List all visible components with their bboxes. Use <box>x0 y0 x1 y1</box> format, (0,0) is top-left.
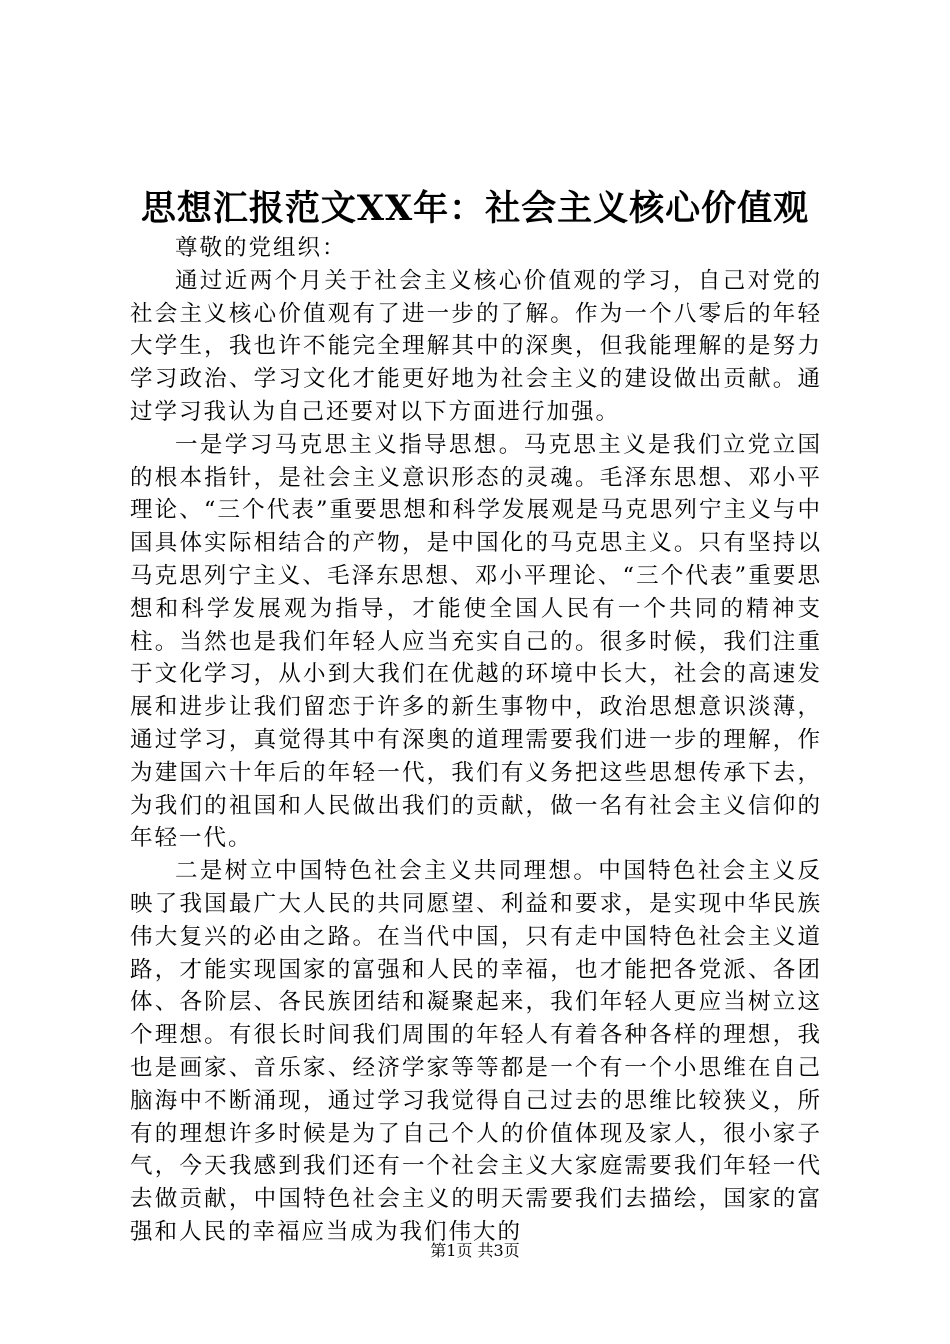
paragraph-socialism-ideal: 二是树立中国特色社会主义共同理想。中国特色社会主义反映了我国最广大人民的共同愿望、利益和要求，是实现中华民族伟大复兴的必由之路。在当代中国，只有走中国特色社会主义道路，才能实现国家的富强和人民的幸福，也才能把各党派、各团体、各阶层、各民族团结和凝聚起来，我们年轻人更应当树立这个理想。有很长时间我们周围的年轻人有着各种各样的理想，我也是画家、音乐家、经济学家等等都是一个有一个小思维在自己脑海中不断涌现，通过学习我觉得自己过去的思维比较狭义，所有的理想许多时候是为了自己个人的价值体现及家人，很小家子气，今天我感到我们还有一个社会主义大家庭需要我们年轻一代去做贡献，中国特色社会主义的明天需要我们去描绘，国家的富强和人民的幸福应当成为我们伟大的 <box>130 858 822 1245</box>
salutation: 尊敬的党组织： <box>175 235 347 261</box>
paragraph-intro: 通过近两个月关于社会主义核心价值观的学习，自己对党的社会主义核心价值观有了进一步的了解。作为一个八零后的年轻大学生，我也许不能完全理解其中的深奥，但我能理解的是努力学习政治、学习文化才能更好地为社会主义的建设做出贡献。通过学习我认为自己还要对以下方面进行加强。 <box>130 267 822 425</box>
page-number: 第1页 <box>430 1241 473 1260</box>
document-title: 思想汇报范文XX年：社会主义核心价值观 <box>140 188 810 229</box>
page-footer <box>0 1240 950 1262</box>
page-total: 共3页 <box>477 1241 520 1260</box>
paragraph-marxism: 一是学习马克思主义指导思想。马克思主义是我们立党立国的根本指针，是社会主义意识形态的灵魂。毛泽东思想、邓小平理论、“三个代表”重要思想和科学发展观是马克思列宁主义与中国具体实际相结合的产物，是中国化的马克思主义。只有坚持以马克思列宁主义、毛泽东思想、邓小平理论、“三个代表”重要思想和科学发展观为指导，才能使全国人民有一个共同的精神支柱。当然也是我们年轻人应当充实自己的。很多时候，我们注重于文化学习，从小到大我们在优越的环境中长大，社会的高速发展和进步让我们留恋于许多的新生事物中，政治思想意识淡薄，通过学习，真觉得其中有深奥的道理需要我们进一步的理解，作为建国六十年后的年轻一代，我们有义务把这些思想传承下去，为我们的祖国和人民做出我们的贡献，做一名有社会主义信仰的年轻一代。 <box>130 431 822 852</box>
document-body <box>130 232 822 1249</box>
